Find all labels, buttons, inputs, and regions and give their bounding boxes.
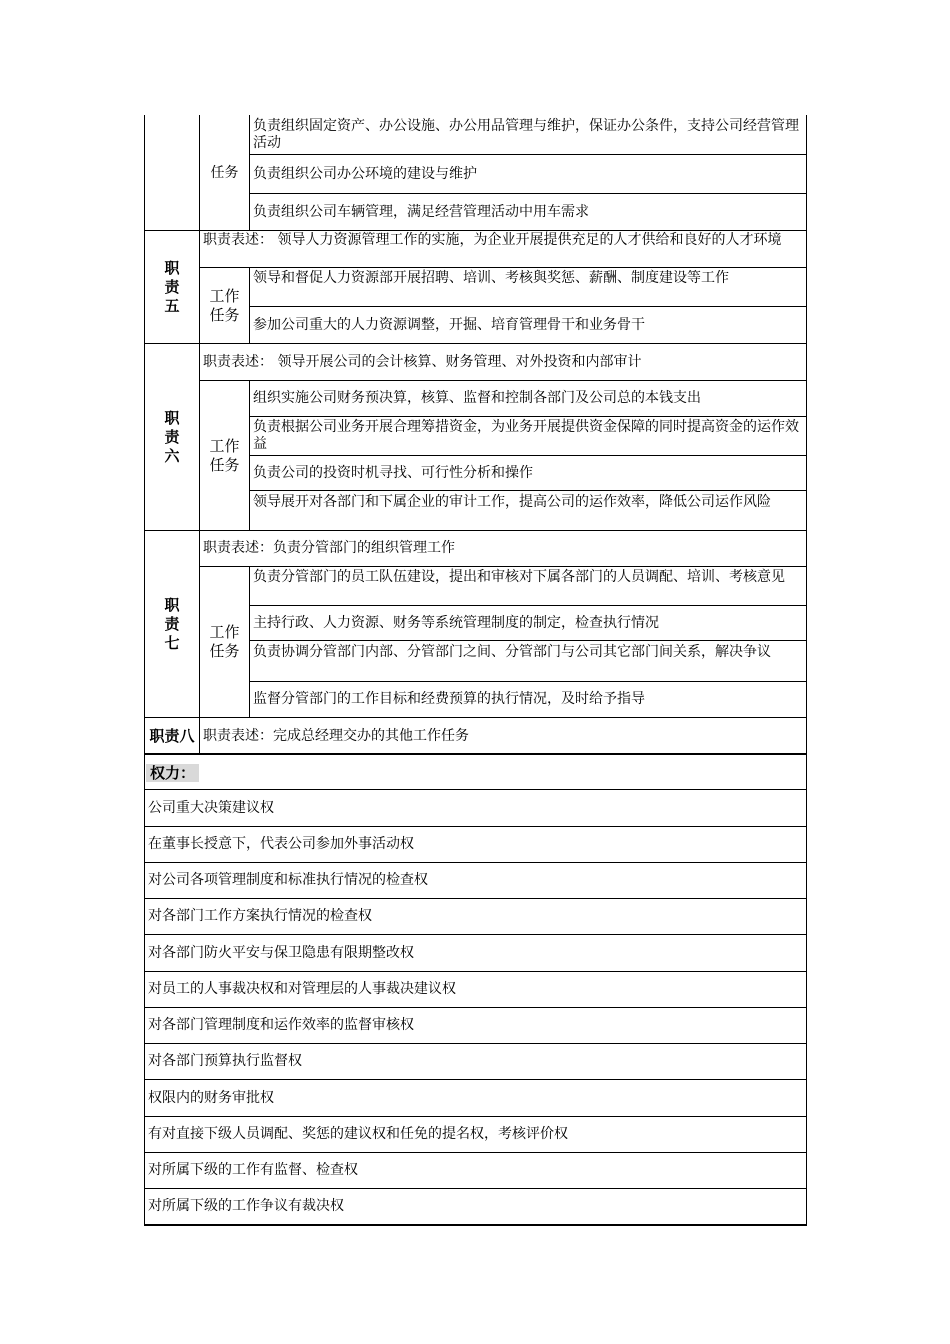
t2-row-line <box>144 934 807 935</box>
power-item: 对员工的人事裁决权和对管理层的人事裁决建议权 <box>148 981 456 997</box>
power-item: 对所属下级的工作有监督、检查权 <box>148 1162 358 1178</box>
t1-col-task-d7 <box>249 566 250 718</box>
t1-row-d8-top <box>144 717 807 718</box>
duty8-statement: 职责表述：完成总经理交办的其他工作任务 <box>203 727 469 744</box>
t1-border-bottom <box>144 753 807 755</box>
t2-row-line <box>144 789 807 790</box>
t1-row-d6-3 <box>249 490 807 491</box>
duty5-label: 职 责 五 <box>164 258 180 315</box>
duty5-task-label: 工作 任务 <box>209 286 240 324</box>
duty7-label: 职 责 七 <box>164 595 180 652</box>
t2-row-line <box>144 1079 807 1080</box>
t1-row-d7-2 <box>249 640 807 641</box>
t1-row-d4-1 <box>249 154 807 155</box>
duty7-statement: 职责表述：负责分管部门的组织管理工作 <box>203 540 455 556</box>
power-item: 有对直接下级人员调配、奖惩的建议权和任免的提名权，考核评价权 <box>148 1126 568 1142</box>
t1-row-d7-stmt <box>199 566 807 567</box>
duty4-task-label: 任务 <box>210 164 239 181</box>
t1-row-d6-1 <box>249 416 807 417</box>
t1-border-left <box>144 115 145 755</box>
t2-row-line <box>144 898 807 899</box>
power-item: 公司重大决策建议权 <box>148 799 274 816</box>
duty6-task-3: 负责公司的投资时机寻找、可行性分析和操作 <box>253 464 533 481</box>
t2-row-line <box>144 1043 807 1044</box>
t1-row-d5-top <box>144 230 807 231</box>
t1-row-d6-top <box>144 343 807 344</box>
duty7-task-3: 负责协调分管部门内部、分管部门之间、分管部门与公司其它部门间关系，解决争议 <box>253 644 771 660</box>
t1-row-d4-2 <box>249 193 807 194</box>
duty6-statement: 职责表述： 领导开展公司的会计核算、财务管理、对外投资和内部审计 <box>203 353 642 370</box>
power-item: 对各部门工作方案执行情况的检查权 <box>148 908 372 924</box>
duty8-label: 职责八 <box>149 726 195 745</box>
duty7-task-4: 监督分管部门的工作目标和经费预算的执行情况，及时给予指导 <box>253 691 645 707</box>
t1-row-d7-top <box>144 530 807 531</box>
power-item: 对所属下级的工作争议有裁决权 <box>148 1198 344 1214</box>
t1-border-right <box>806 115 807 755</box>
t2-border-bottom <box>144 1224 807 1226</box>
duty4-task-label-cell <box>200 116 249 230</box>
duty5-statement: 职责表述： 领导人力资源管理工作的实施，为企业开展提供充足的人才供给和良好的人才环境 <box>203 232 782 248</box>
t2-row-line <box>144 1007 807 1008</box>
duty4-task-3: 负责组织公司车辆管理，满足经营管理活动中用车需求 <box>253 203 589 220</box>
powers-header <box>145 756 806 789</box>
t1-row-d5-stmt <box>199 267 807 268</box>
duty6-task-2: 负责根据公司业务开展合理筹措资金，为业务开展提供资金保障的同时提高资金的运作效益 <box>253 419 799 452</box>
duty6-task-label: 工作 任务 <box>209 436 240 474</box>
duty6-task-4: 领导展开对各部门和下属企业的审计工作，提高公司的运作效率，降低公司运作风险 <box>253 494 771 510</box>
t1-row-d6-2 <box>249 455 807 456</box>
duty6-task-1: 组织实施公司财务预决算，核算、监督和控制各部门及公司总的本钱支出 <box>253 390 701 406</box>
power-item: 对各部门管理制度和运作效率的监督审核权 <box>148 1017 414 1033</box>
duty5-task-2: 参加公司重大的人力资源调整，开掘、培育管理骨干和业务骨干 <box>253 316 645 333</box>
duty6-label: 职 责 六 <box>164 408 180 465</box>
t1-col-task-d4 <box>249 115 250 231</box>
t1-row-d6-stmt <box>199 380 807 381</box>
t1-row-d7-3 <box>249 681 807 682</box>
powers-title: 权力： <box>146 764 199 782</box>
power-item: 权限内的财务审批权 <box>148 1089 274 1106</box>
t1-col-label <box>199 115 200 755</box>
t2-row-line <box>144 826 807 827</box>
duty7-task-1: 负责分管部门的员工队伍建设，提出和审核对下属各部门的人员调配、培训、考核意见 <box>253 569 785 585</box>
power-item: 在董事长授意下，代表公司参加外事活动权 <box>148 836 414 852</box>
duty4-task-1: 负责组织固定资产、办公设施、办公用品管理与维护，保证办公条件，支持公司经营管理活动 <box>253 118 799 151</box>
t2-row-line <box>144 1152 807 1153</box>
duty7-task-2: 主持行政、人力资源、财务等系统管理制度的制定，检查执行情况 <box>253 614 659 631</box>
power-item: 对各部门防火平安与保卫隐患有限期整改权 <box>148 944 414 961</box>
t2-row-line <box>144 862 807 863</box>
power-item: 对公司各项管理制度和标准执行情况的检查权 <box>148 872 428 888</box>
t2-row-line <box>144 971 807 972</box>
t1-row-d5-1 <box>249 306 807 307</box>
t2-row-line <box>144 1188 807 1189</box>
duty5-task-1: 领导和督促人力资源部开展招聘、培训、考核與奖惩、薪酬、制度建设等工作 <box>253 270 729 286</box>
duty7-task-label: 工作 任务 <box>209 623 240 660</box>
t1-row-d7-1 <box>249 605 807 606</box>
duty4-task-2: 负责组织公司办公环境的建设与维护 <box>253 165 477 182</box>
t2-row-line <box>144 1116 807 1117</box>
power-item: 对各部门预算执行监督权 <box>148 1053 302 1069</box>
